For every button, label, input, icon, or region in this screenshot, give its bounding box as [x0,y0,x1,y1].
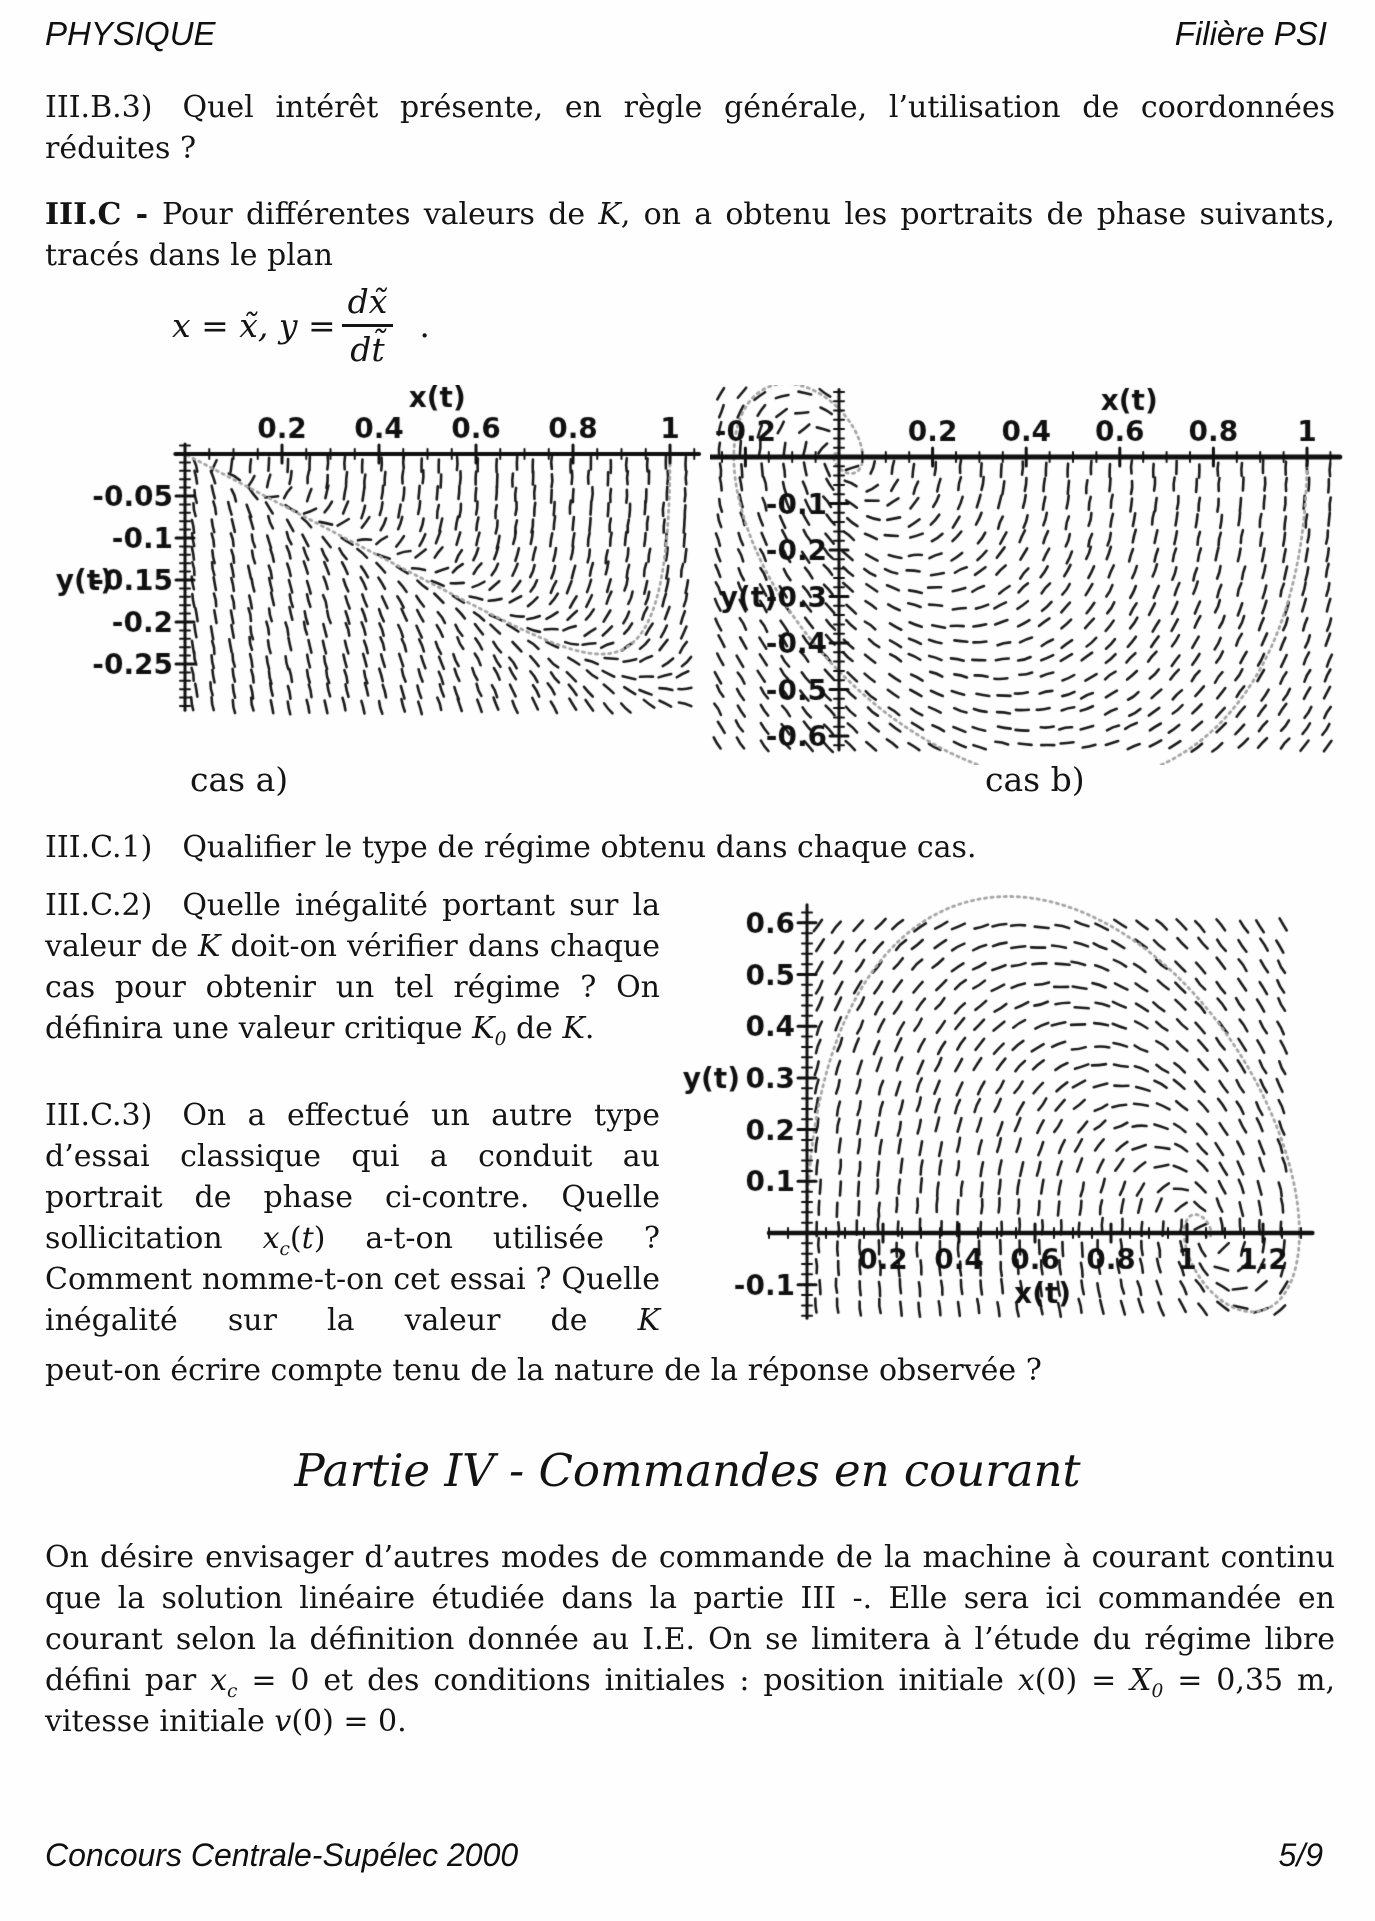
text-run: . [584,1011,595,1046]
math-var-K0: K [472,1011,495,1046]
fraction-numerator: dx̃ [342,282,394,327]
math-var-K: K [197,929,221,964]
caption-cas-a: cas a) [190,760,289,799]
question-iiib3 [45,87,1335,169]
question-iiic3-continued [45,1350,1335,1391]
subscript-0: 0 [494,1029,507,1050]
fraction [342,282,394,369]
math-var-t: t [301,1221,314,1256]
question-iiic1 [45,827,1335,868]
part-iv-intro [45,1537,1335,1742]
text-run: (0) = [1034,1663,1131,1698]
math-var-X0: X [1130,1663,1152,1698]
math-var-x: x [1017,1663,1035,1698]
page-header-subject: PHYSIQUE [45,15,216,52]
formula-lhs: x = x̃, y = [172,306,336,345]
question-iiic2 [45,885,660,1049]
question-iiic3 [45,1095,660,1341]
phase-portrait-cas-b [710,385,1370,765]
text-run: = 0,35 m, vitesse initiale [45,1663,1335,1739]
text-run: On a effectué un autre type d’essai classique qui a conduit au portrait de phase ci-contre. Quelle sollicitation [45,1098,660,1256]
math-var-K: K [598,197,621,232]
text-run: Pour différentes valeurs de [162,197,599,232]
question-label: III.C.3) [45,1098,153,1133]
fraction-denominator: dt̃ [350,330,385,369]
math-var-v: v [274,1704,292,1739]
part-iv-title: Partie IV - Commandes en courant [294,1444,1081,1497]
text-run: ) a-t-on utilisée ? Comment nomme-t-on cet essai ? Quelle inégalité sur la valeur de [45,1221,660,1338]
text-run: On désire envisager d’autres modes de commande de la machine à courant continu que la solution linéaire étudiée dans la partie III -. Elle sera ici commandée en courant selon la définition donnée au I.E. On se limitera à l’étude du régime libre défini par [45,1540,1335,1698]
section-label: III.C - [45,197,149,232]
text-run: de [506,1011,563,1046]
math-var-xc: x [210,1663,228,1698]
page-number: 5/9 [1278,1837,1323,1873]
question-text: Quel intérêt présente, en règle générale, l’utilisation de coordonnées réduites ? [45,90,1335,166]
phase-portrait-cas-a [55,385,705,750]
page-header-track: Filière PSI [1174,15,1327,52]
math-var-K: K [562,1011,585,1046]
text-run: = 0 et des conditions initiales : position initiale [237,1663,1018,1698]
subscript-c: c [227,1681,238,1702]
section-iiic [45,194,1335,276]
question-label: III.C.2) [45,888,153,923]
text-run: doit-on vérifier dans chaque cas pour obtenir un tel régime ? On définira une valeur critique [45,929,660,1046]
math-var-xc: x [262,1221,280,1256]
text-run: peut-on écrire compte tenu de la nature de la réponse observée ? [45,1353,1042,1388]
text-run: (0) = 0. [291,1704,407,1739]
text-run: Quelle inégalité portant sur la valeur de [45,888,660,964]
page-footer-source: Concours Centrale-Supélec 2000 [45,1837,519,1873]
question-label: III.B.3) [45,90,153,125]
subscript-c: c [279,1239,290,1260]
phase-portrait-essai [655,890,1345,1330]
text-run: , on a obtenu les portraits de phase suivants, tracés dans le plan [45,197,1335,273]
question-label: III.C.1) [45,830,153,865]
formula-reduced-coordinates [172,282,430,369]
text-run: ( [289,1221,302,1256]
math-var-K: K [637,1303,660,1338]
subscript-0: 0 [1151,1681,1164,1702]
caption-cas-b: cas b) [985,760,1085,799]
formula-period: . [419,306,430,345]
question-text: Qualifier le type de régime obtenu dans chaque cas. [182,830,977,865]
